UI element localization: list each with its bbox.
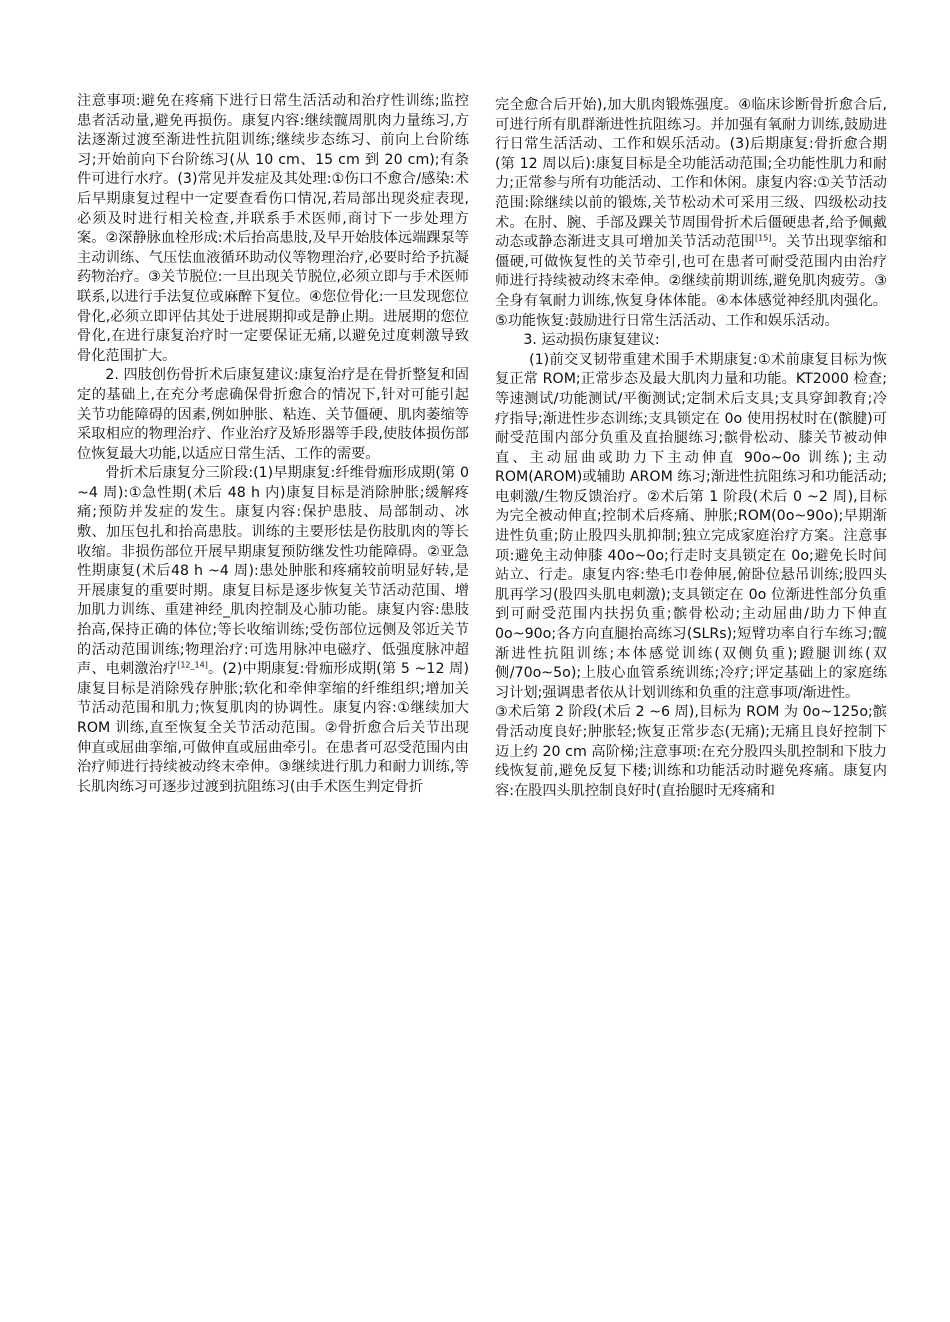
paragraph-joint-replacement-complications: 注意事项:避免在疼痛下进行日常生活活动和治疗性训练;监控患者活动量,避免再损伤。康复内容:继续髋周肌肉力量练习,方法逐渐过渡至渐进性抗阻训练;继续步态练习、前向上台阶练习;开始前向下台阶练习(从 10 cm、15 cm 到 20 cm);有条件可进行水疗。(3)常见并发症及其处理:①伤口不愈合/感染:术后早期康复过程中一定要查看伤口情况,若局部出现炎症表现,必须及时进行相关检查,并联系手术医师,商讨下一步处理方案。②深静脉血栓形成:术后抬高患肢,及早开始肢体远端踝泵等主动训练、气压怯血液循环助动仪等物理治疗,必要时给予抗凝药物治疗。③关节脱位:一旦出现关节脱位,必须立即与手术医师联系,以进行手法复位或麻醉下复位。④您位骨化:一旦发现您位骨化,必须立即评估其处于进展期抑或是静止期。进展期的您位骨化,在进行康复治疗时一定要保证无痛,以避免过度刺激导致骨化范围扩大。 bbox=[77, 93, 469, 364]
paragraph-acl-reconstruction: (1)前交叉韧带重建术围手术期康复:①术前康复目标为恢复正常 ROM;正常步态及最大肌肉力量和功能。KT2000 检查;等速测试/功能测试/平衡测试;定制术后支具;支具穿卸教育;冷疗指导;渐进性步态训练;支具锁定在 0o 使用拐杖时在(髌腱)可耐受范围内部分负重及直抬腿练习;髌骨松动、膝关节被动伸直、主动屈曲或助力下主动伸直 90o~0o 训练);主动 ROM(AROM)或辅助 AROM 练习;渐进性抗阻练习和功能活动;电刺激/生物反馈治疗。②术后第 1 阶段(术后 0 ~2 周),目标为完全被动伸直;控制术后疼痛、肿胀;ROM(0o~90o);早期渐进性负重;防止股四头肌抑制;独立完成家庭治疗方案。注意事项:避免主动伸膝 40o~0o;行走时支具锁定在 0o;避免长时间站立、行走。康复内容:垫毛巾卷伸展,俯卧位悬吊训练;股四头肌再学习(股四头肌电刺激);支具锁定在 0o 位渐进性部分负重到可耐受范围内扶拐负重;髌骨松动;主动屈曲/助力下伸直 0o~90o;各方向直腿抬高练习(SLRs);短臂功率自行车练习;髋渐进性抗阻训练;本体感觉训练(双侧负重);蹬腿训练(双侧/70o~5o);上肢心血管系统训练;冷疗;评定基础上的家庭练习计划;强调患者依从计划训练和负重的注意事项/渐进性。 bbox=[495, 351, 887, 701]
paragraph-fracture-three-stages bbox=[77, 464, 469, 797]
left-text-column bbox=[77, 92, 469, 797]
paragraph-text: 骨折术后康复分三阶段:(1)早期康复:纤维骨痂形成期(第 0 ~4 周):①急性期(术后 48 h 内)康复目标是消除肿胀;缓解疼痛;预防并发症的发生。康复内容:保护患肢、局部制动、冰敷、加压包扎和抬高患肢。训练的主要形怯是伤肢肌肉的等长收缩。非损伤部位开展早期康复预防继发性功能障碍。②亚急性期康复(术后48 h ~4 周):患处肿胀和疼痛较前明显好转,是开展康复的重要时期。康复目标是逐步恢复关节活动范围、增加肌力训练、重建神经_肌肉控制及心肺功能。康复内容:患肢抬高,保持正确的体位;等长收缩训练;受伤部位远侧及邻近关节的活动范围训练;物理治疗:可选用脉冲电磁疗、低强度脉冲超声、电刺激治疗 bbox=[77, 465, 469, 678]
section-heading-sports-injury: 3. 运动损伤康复建议: bbox=[523, 332, 660, 349]
paragraph-acl-stage-2: ③术后第 2 阶段(术后 2 ~6 周),目标为 ROM 为 0o~125o;髌骨活动度良好;肿胀轻;恢复正常步态(无痛);无痛且良好控制下迈上约 20 cm 高阶梯;注意事项:在充分股四头肌控制和下肢力线恢复前,避免反复下楼;训练和功能活动时避免疼痛。康复内容:在股四头肌控制良好时(直抬腿时无疼痛和 bbox=[495, 704, 887, 799]
citation-superscript: [12_14] bbox=[177, 660, 208, 670]
right-text-column bbox=[495, 96, 887, 801]
paragraph-text: 。(2)中期康复:骨痂形成期(第 5 ~12 周)康复目标是消除残存肿胀;软化和牵伸挛缩的纤维组织;增加关节活动范围和肌力;恢复肌肉的协调性。康复内容:①继续加大 ROM 训练,直至恢复全关节活动范围。②骨折愈合后关节出现伸直或屈曲挛缩,可做伸直或屈曲牵引。在患者可忍受范围内由治疗师进行持续被动终末牵伸。③继续进行肌力和耐力训练,等长肌肉练习可逐步过渡到抗阻练习(由手术医生判定骨折 bbox=[77, 661, 469, 795]
paragraph-late-stage-rehab bbox=[495, 96, 887, 331]
paragraph-text: 。关节出现挛缩和僵硬,可做恢复性的关节牵引,也可在患者可耐受范围内由治疗师进行持续被动终末牵伸。②继续前期训练,避免肌肉疲劳。③全身有氧耐力训练,恢复身体体能。④本体感觉神经肌肉强化。⑤功能恢复:鼓励进行日常生活活动、工作和娱乐活动。 bbox=[495, 234, 887, 329]
paragraph-fracture-rehab-intro: 2. 四肢创伤骨折术后康复建议:康复治疗是在骨折整复和固定的基础上,在充分考虑确保骨折愈合的情况下,针对可能引起关节功能障碍的因素,例如肿胀、粘连、关节僵硬、肌肉萎缩等采取相应的物理治疗、作业治疗及矫形器等手段,使肢体损伤部位恢复最大功能,以适应日常生活、工作的需要。 bbox=[77, 367, 469, 462]
paragraph-text: 完全愈合后开始),加大肌肉锻炼强度。④临床诊断骨折愈合后,可进行所有肌群渐进性抗阻练习。并加强有氧耐力训练,鼓励进行日常生活活动、工作和娱乐活动。(3)后期康复:骨折愈合期(第 12 周以后):康复目标是全功能活动范围;全功能性肌力和耐力;正常参与所有功能活动、工作和休闲。康复内容:①关节活动范围:除继续以前的锻炼,关节松动术可采用三级、四级松动技术。在肘、腕、手部及踝关节周围骨折术后僵硬患者,给予佩戴动态或静态渐进支具可增加关节活动范围 bbox=[495, 97, 887, 251]
citation-superscript: [15] bbox=[755, 233, 772, 243]
